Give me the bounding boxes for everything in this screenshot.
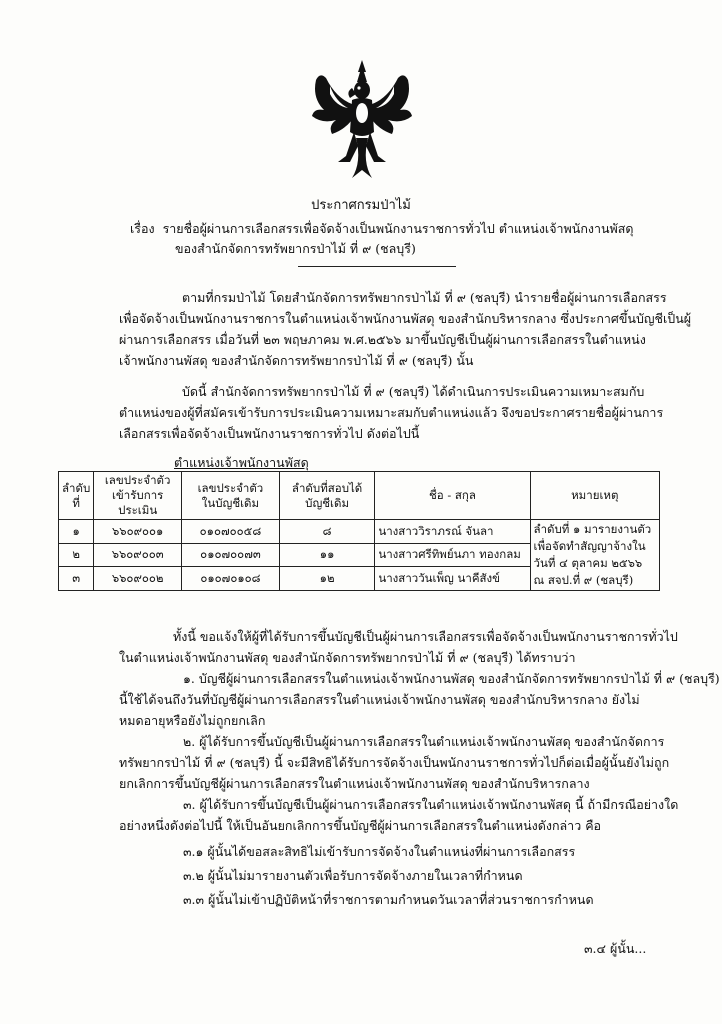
garuda-emblem: [306, 58, 418, 180]
item3-line: อย่างหนึ่งดังต่อไปนี้ ให้เป็นอันยกเลิกการขึ้นบัญชีผู้ผ่านการเลือกสรรในตำแหน่งดังกล่าว คือ: [119, 818, 602, 833]
header-eval-id: เลขประจำตัว เข้ารับการประเมิน: [94, 472, 182, 520]
header-order: ลำดับ ที่: [59, 472, 94, 520]
cell-eval-id: ๖๖๐๙๐๐๓: [94, 543, 182, 567]
cell-eval-id: ๖๖๐๙๐๐๒: [94, 567, 182, 591]
para2-line: ตำแหน่งของผู้ที่สมัครเข้ารับการประเมินความเหมาะสมกับตำแหน่งแล้ว จึงขอประกาศรายชื่อผู้ผ่านการ: [119, 405, 664, 420]
results-table: [58, 471, 660, 591]
item1-line: ๑. บัญชีผู้ผ่านการเลือกสรรในตำแหน่งเจ้าพนักงานพัสดุ ของสำนักจัดการทรัพยากรป่าไม้ ที่ ๙ (ชลบุรี): [183, 671, 720, 686]
subject-label: เรื่อง: [130, 221, 155, 236]
header-orig-id: เลขประจำตัว ในบัญชีเดิม: [182, 472, 280, 520]
para1-line: เจ้าพนักงานพัสดุ ของสำนักจัดการทรัพยากรป่าไม้ ที่ ๙ (ชลบุรี) นั้น: [119, 353, 474, 368]
table-header-row: [59, 472, 660, 520]
cell-order: ๑: [59, 520, 94, 544]
para1-line: ตามที่กรมป่าไม้ โดยสำนักจัดการทรัพยากรป่าไม้ ที่ ๙ (ชลบุรี) นำรายชื่อผู้ผ่านการเลือกสรร: [182, 290, 667, 305]
cell-name: นางสาวศรีทิพย์นภา ทองกลม: [375, 543, 530, 567]
cell-name: นางสาววันเพ็ญ นาคีสังข์: [375, 567, 530, 591]
header-orig-rank: ลำดับที่สอบได้ บัญชีเดิม: [279, 472, 375, 520]
item2-line: ยกเลิกการขึ้นบัญชีผู้ผ่านการเลือกสรรในตำแหน่งเจ้าพนักงานพัสดุ ของสำนักบริหารกลาง: [119, 776, 590, 791]
cell-eval-id: ๖๖๐๙๐๐๑: [94, 520, 182, 544]
item2-line: ๒. ผู้ได้รับการขึ้นบัญชีเป็นผู้ผ่านการเลือกสรรในตำแหน่งเจ้าพนักงานพัสดุ ของสำนักจัดการ: [183, 734, 665, 749]
continued-marker: ๓.๔ ผู้นั้น...: [584, 941, 647, 956]
header-name: ชื่อ - สกุล: [375, 472, 530, 520]
intro-line: ทั้งนี้ ขอแจ้งให้ผู้ที่ได้รับการขึ้นบัญชีเป็นผู้ผ่านการเลือกสรรเพื่อจัดจ้างเป็นพนักงานราชการทั่วไป: [173, 629, 678, 644]
cell-orig-id: ๐๑๐๗๐๐๗๓: [182, 543, 280, 567]
document-agency: ประกาศกรมป่าไม้: [311, 198, 411, 213]
intro-line: ในตำแหน่งเจ้าพนักงานพัสดุ ของสำนักจัดการทรัพยากรป่าไม้ ที่ ๙ (ชลบุรี) ได้ทราบว่า: [119, 650, 576, 665]
sub-item: ๓.๓ ผู้นั้นไม่เข้าปฏิบัติหน้าที่ราชการตามกำหนดวันเวลาที่ส่วนราชการกำหนด: [183, 892, 594, 907]
cell-orig-id: ๐๑๐๗๐๑๐๘: [182, 567, 280, 591]
cell-orig-rank: ๑๒: [279, 567, 375, 591]
title-divider: [298, 266, 456, 267]
sub-item: ๓.๒ ผู้นั้นไม่มารายงานตัวเพื่อรับการจัดจ้างภายในเวลาที่กำหนด: [183, 868, 523, 883]
item3-line: ๓. ผู้ได้รับการขึ้นบัญชีเป็นผู้ผ่านการเลือกสรรในตำแหน่งเจ้าพนักงานพัสดุ นี้ ถ้ามีกรณีอย่างใด: [183, 797, 679, 812]
item2-line: ทรัพยากรป่าไม้ ที่ ๙ (ชลบุรี) นี้ จะมีสิทธิได้รับการจัดจ้างเป็นพนักงานราชการทั่วไปก็ต่อเมื่อผู้นั้นยังไม่ถูก: [119, 755, 670, 770]
header-remark: หมายเหตุ: [530, 472, 659, 520]
para1-line: ผ่านการเลือกสรร เมื่อวันที่ ๒๓ พฤษภาคม พ.ศ.๒๕๖๖ มาขึ้นบัญชีเป็นผู้ผ่านการเลือกสรรในตำแหน่ง: [119, 332, 646, 347]
cell-orig-rank: ๑๑: [279, 543, 375, 567]
cell-order: ๒: [59, 543, 94, 567]
cell-name: นางสาววิราภรณ์ จันลา: [375, 520, 530, 544]
sub-item: ๓.๑ ผู้นั้นได้ขอสละสิทธิไม่เข้ารับการจัดจ้างในตำแหน่งที่ผ่านการเลือกสรร: [183, 844, 576, 859]
cell-order: ๓: [59, 567, 94, 591]
item1-line: นี้ใช้ได้จนถึงวันที่บัญชีผู้ผ่านการเลือกสรรในตำแหน่งเจ้าพนักงานพัสดุ ของสำนักบริหารกลาง ยังไม่: [119, 692, 640, 707]
para2-line: เลือกสรรเพื่อจัดจ้างเป็นพนักงานราชการทั่วไป ดังต่อไปนี้: [119, 426, 420, 441]
cell-remark: ลำดับที่ ๑ มารายงานตัว เพื่อจัดทำสัญญาจ้างใน วันที่ ๔ ตุลาคม ๒๕๖๖ ณ สจป.ที่ ๙ (ชลบุรี): [530, 520, 659, 591]
para1-line: เพื่อจัดจ้างเป็นพนักงานราชการในตำแหน่งเจ้าพนักงานพัสดุ ของสำนักบริหารกลาง ซึ่งประกาศขึ้นบัญชีเป็นผู้: [119, 311, 692, 326]
subject-text: รายชื่อผู้ผ่านการเลือกสรรเพื่อจัดจ้างเป็นพนักงานราชการทั่วไป ตำแหน่งเจ้าพนักงานพัสดุ: [162, 221, 634, 236]
position-heading: ตำแหน่งเจ้าพนักงานพัสดุ: [174, 455, 309, 470]
item1-line: หมดอายุหรือยังไม่ถูกยกเลิก: [119, 713, 266, 728]
para2-line: บัดนี้ สำนักจัดการทรัพยากรป่าไม้ ที่ ๙ (ชลบุรี) ได้ดำเนินการประเมินความเหมาะสมกับ: [182, 384, 645, 399]
table-row: [59, 520, 660, 544]
subject-line-2: ของสำนักจัดการทรัพยากรป่าไม้ ที่ ๙ (ชลบุรี): [175, 241, 416, 256]
subject-line-1: [130, 219, 634, 239]
cell-orig-id: ๐๑๐๗๐๐๕๘: [182, 520, 280, 544]
cell-orig-rank: ๘: [279, 520, 375, 544]
